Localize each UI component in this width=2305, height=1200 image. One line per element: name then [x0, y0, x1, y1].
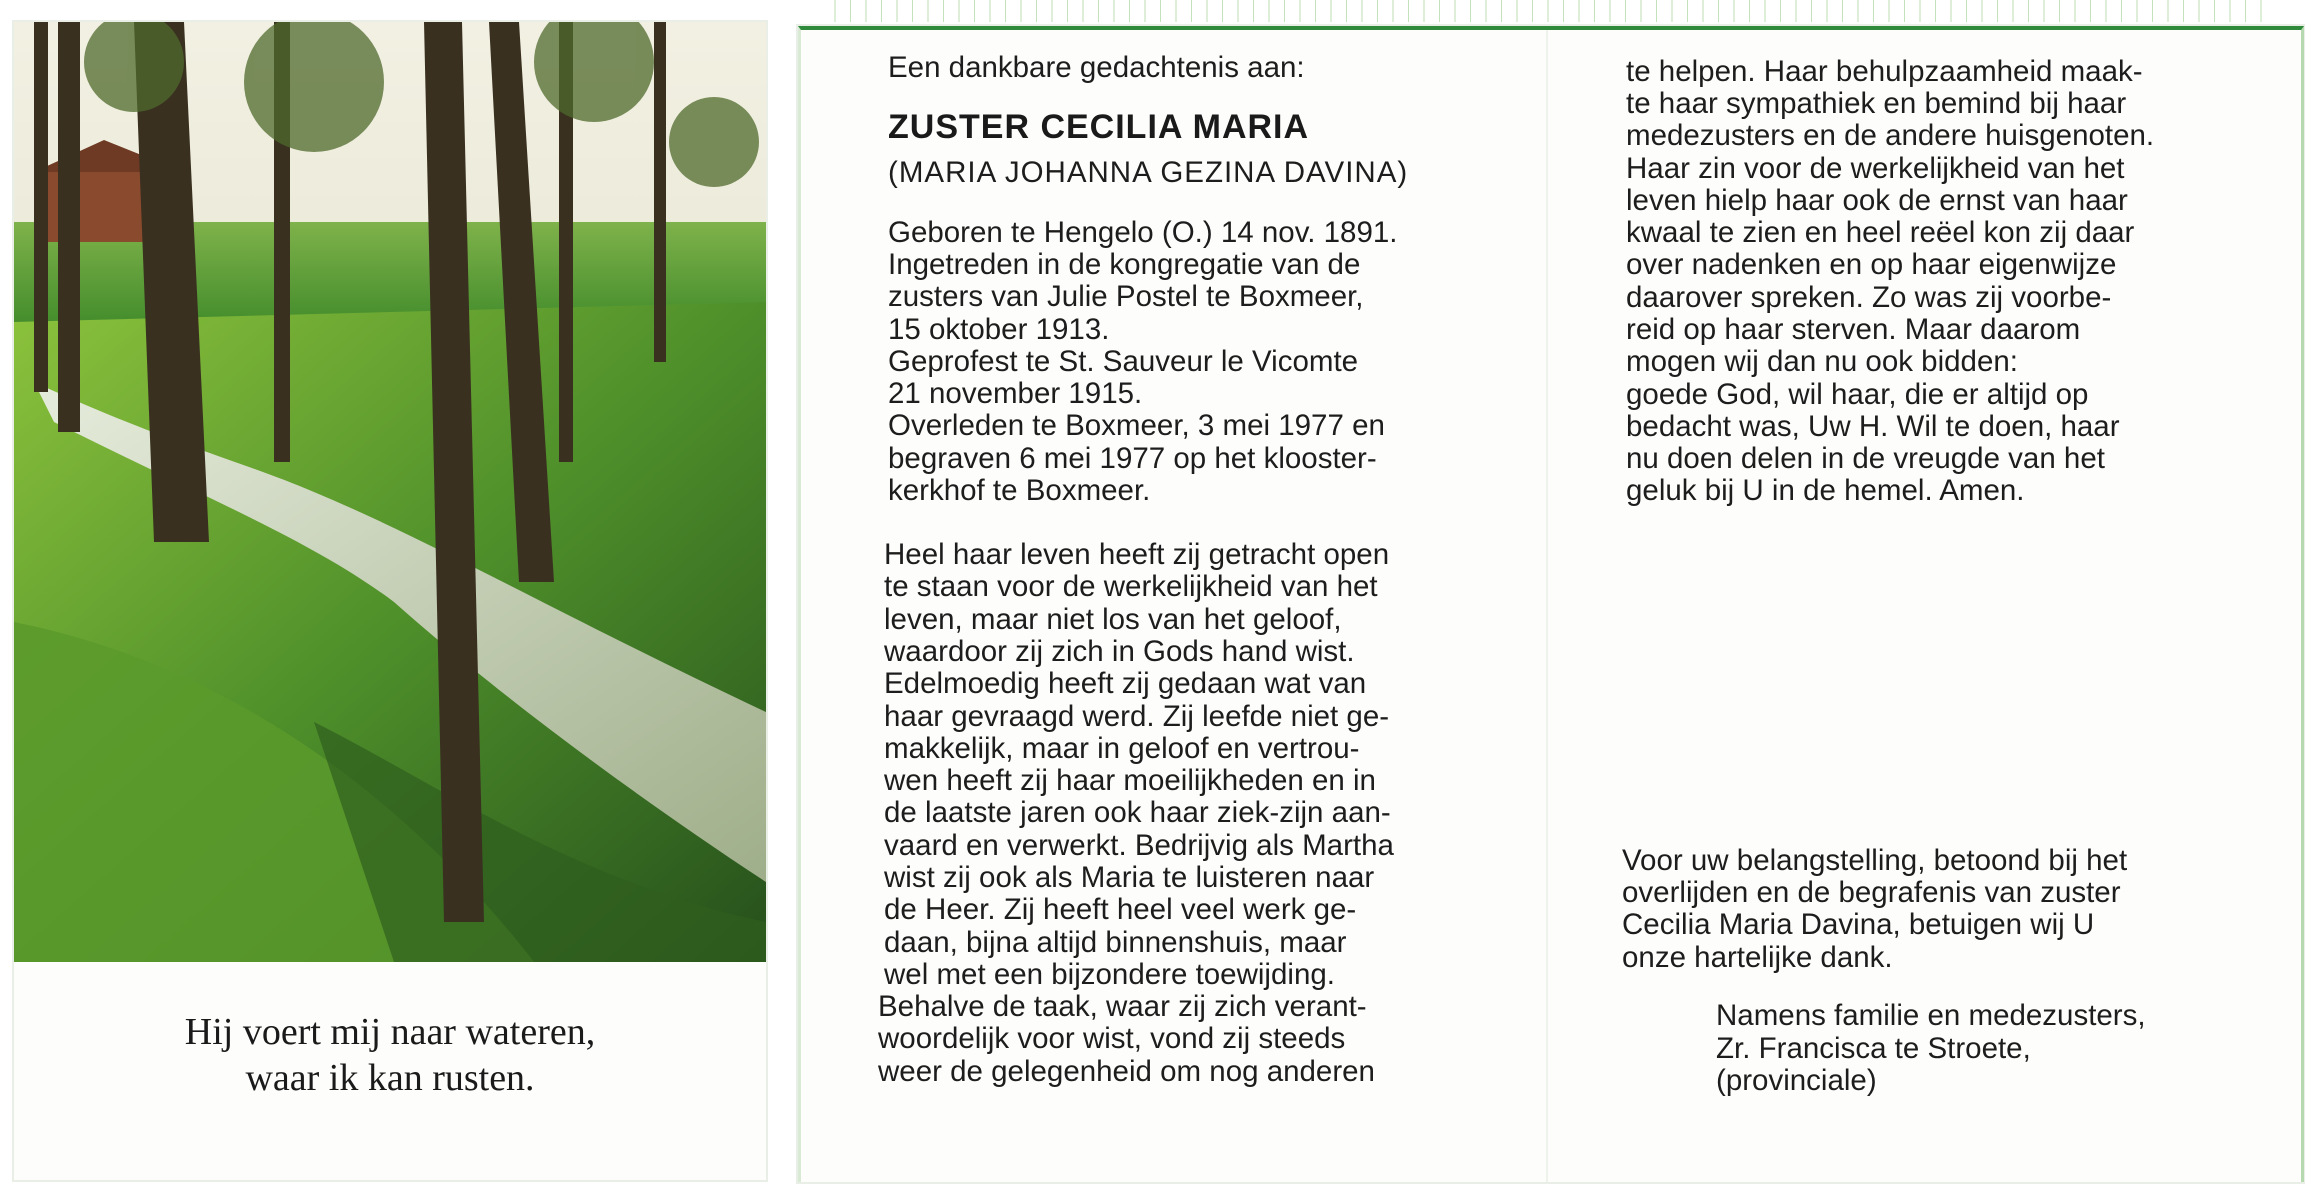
- body-line: mogen wij dan nu ook bidden:: [1626, 345, 2018, 378]
- landscape-photo: [14, 22, 766, 962]
- body-line: geluk bij U in de hemel. Amen.: [1626, 474, 2025, 507]
- body-line: wen heeft zij haar moeilijkheden en in: [884, 764, 1376, 797]
- deceased-name: ZUSTER CECILIA MARIA: [888, 108, 1310, 146]
- body-line: leven, maar niet los van het geloof,: [884, 603, 1342, 636]
- facts-line: zusters van Julie Postel te Boxmeer,: [888, 280, 1364, 313]
- fold-line: [1546, 30, 1548, 1182]
- signature-line: Zr. Francisca te Stroete,: [1716, 1032, 2031, 1065]
- facts-line: Overleden te Boxmeer, 3 mei 1977 en: [888, 409, 1385, 442]
- body-line: reid op haar sterven. Maar daarom: [1626, 313, 2081, 346]
- thanks-line: Cecilia Maria Davina, betuigen wij U: [1622, 908, 2095, 941]
- facts-line: kerkhof te Boxmeer.: [888, 474, 1151, 507]
- intro-line: Een dankbare gedachtenis aan:: [888, 51, 1305, 84]
- psalm-line-2: waar ik kan rusten.: [245, 1057, 535, 1099]
- facts-line: 15 oktober 1913.: [888, 313, 1110, 346]
- body-line: makkelijk, maar in geloof en vertrou-: [884, 732, 1360, 765]
- body-line: woordelijk voor wist, vond zij steeds: [878, 1022, 1346, 1055]
- body-line: haar gevraagd werd. Zij leefde niet ge-: [884, 700, 1390, 733]
- scan-edge: [820, 0, 2270, 22]
- body-line: te helpen. Haar behulpzaamheid maak-: [1626, 55, 2143, 88]
- body-line: bedacht was, Uw H. Wil te doen, haar: [1626, 410, 2120, 443]
- body-line: vaard en verwerkt. Bedrijvig als Martha: [884, 829, 1394, 862]
- facts-line: begraven 6 mei 1977 op het klooster-: [888, 442, 1377, 475]
- body-line: de laatste jaren ook haar ziek-zijn aan-: [884, 796, 1391, 829]
- body-line: over nadenken en op haar eigenwijze: [1626, 248, 2117, 281]
- facts-line: Ingetreden in de kongregatie van de: [888, 248, 1361, 281]
- facts-line: Geprofest te St. Sauveur le Vicomte: [888, 345, 1359, 378]
- body-line: leven hielp haar ook de ernst van haar: [1626, 184, 2128, 217]
- signature-line: Namens familie en medezusters,: [1716, 999, 2146, 1032]
- body-line: kwaal te zien en heel reëel kon zij daar: [1626, 216, 2135, 249]
- body-line: weer de gelegenheid om nog anderen: [878, 1055, 1375, 1088]
- facts-line: 21 november 1915.: [888, 377, 1143, 410]
- body-line: waardoor zij zich in Gods hand wist.: [884, 635, 1355, 668]
- body-line: daan, bijna altijd binnenshuis, maar: [884, 926, 1347, 959]
- body-line: goede God, wil haar, die er altijd op: [1626, 378, 2089, 411]
- thanks-line: onze hartelijke dank.: [1622, 941, 1893, 974]
- body-line: Edelmoedig heeft zij gedaan wat van: [884, 667, 1367, 700]
- thanks-line: Voor uw belangstelling, betoond bij het: [1622, 844, 2128, 877]
- body-line: nu doen delen in de vreugde van het: [1626, 442, 2105, 475]
- front-card: [14, 22, 766, 1180]
- body-line: wel met een bijzondere toewijding.: [884, 958, 1335, 991]
- facts-line: Geboren te Hengelo (O.) 14 nov. 1891.: [888, 216, 1398, 249]
- body-line: Heel haar leven heeft zij getracht open: [884, 538, 1390, 571]
- psalm-line-1: Hij voert mij naar wateren,: [184, 1011, 596, 1053]
- body-line: de Heer. Zij heeft heel veel werk ge-: [884, 893, 1357, 926]
- body-line: Haar zin voor de werkelijkheid van het: [1626, 152, 2125, 185]
- body-line: wist zij ook als Maria te luisteren naar: [884, 861, 1375, 894]
- body-line: Behalve de taak, waar zij zich verant-: [878, 990, 1367, 1023]
- body-line: daarover spreken. Zo was zij voorbe-: [1626, 281, 2112, 314]
- signature-line: (provinciale): [1716, 1064, 1877, 1097]
- body-line: medezusters en de andere huisgenoten.: [1626, 119, 2155, 152]
- full-name: (MARIA JOHANNA GEZINA DAVINA): [888, 156, 1409, 189]
- body-line: te haar sympathiek en bemind bij haar: [1626, 87, 2127, 120]
- thanks-line: overlijden en de begrafenis van zuster: [1622, 876, 2121, 909]
- body-line: te staan voor de werkelijkheid van het: [884, 570, 1378, 603]
